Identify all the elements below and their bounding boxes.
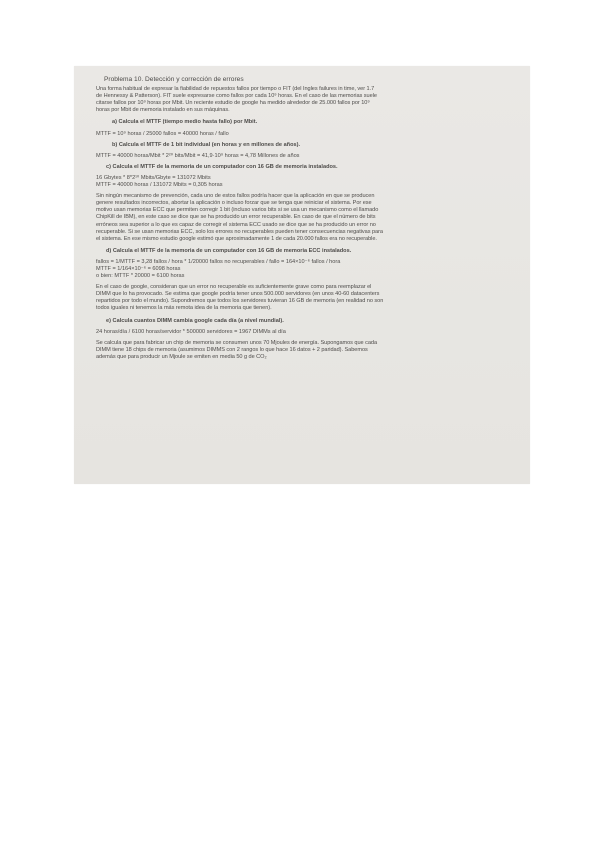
text-line: DIMM tiene 18 chips de memoria (asumimos DIMMS con 2 rangos lo que hace 16 datos + 2 paridad). Sabemos <box>96 346 368 353</box>
text-line: horas por Mbit de memoria instalado en sus máquinas. <box>96 107 230 114</box>
text-line: Se calcula que para fabricar un chip de memoria se consumen unos 70 Mjoules de energía. Supongamos que cada <box>96 339 378 346</box>
intro-paragraph <box>96 86 516 114</box>
question-e: e) Calcula cuantos DIMM cambia google cada día (a nivel mundial). <box>106 317 284 324</box>
google-paragraph <box>96 284 516 312</box>
question-d: d) Calcula el MTTF de la memoria de un computador con 16 GB de memoria ECC instalados. <box>106 247 352 254</box>
answer-c <box>96 175 516 189</box>
text-line: ChipKill de IBM), en este caso se dice que se ha producido un error recuperable. En caso de que el número de bits <box>96 214 376 221</box>
text-line: el sistema. En ese mismo estudio google estimó que aproximadamente 1 de cada 20.000 fallos era no recuperable. <box>96 235 377 242</box>
text-line: de Hennessy & Patterson). FIT suele expresarse como fallos por cada 10⁹ horas. En el caso de las memorias suele <box>96 93 377 100</box>
text-line: 16 Gbytes * 8*2¹⁰ Mbits/Gbyte = 131072 Mbits <box>96 174 211 181</box>
text-line: MTTF = 40000 horas / 131072 Mbits = 0,305 horas <box>96 182 223 189</box>
text-line: además que para producir un Mjoule se emiten en media 50 g de CO₂ <box>96 353 267 360</box>
answer-b: MTTF = 40000 horas/Mbit * 2²⁰ bits/Mbit = 41,9·10⁹ horas = 4,78 Millones de años <box>96 152 300 159</box>
ecc-paragraph <box>96 193 516 243</box>
answer-e: 24 horas/día / 6100 horas/servidor * 500000 servidores = 1967 DIMMs al día <box>96 328 286 335</box>
text-line: todos iguales ni tenemos la más remota idea de la memoria que tienen). <box>96 305 272 312</box>
answer-d <box>96 259 516 280</box>
scanned-page <box>74 66 530 484</box>
text-line: En el caso de google, consideran que un error no recuperable es suficientemente grave como para reemplazar el <box>96 284 372 291</box>
text-line: DIMM que lo ha provocado. Se estima que google podría tener unos 500.000 servidores (en unos 40-60 datacenters <box>96 291 380 298</box>
text-line: genere resultados incorrectos, abortar la aplicación o incluso forzar que se tenga que reiniciar el sistema. Por ese <box>96 200 372 207</box>
problem-title: Problema 10. Detección y corrección de errores <box>104 76 244 83</box>
energy-paragraph <box>96 340 516 361</box>
text-line: Una forma habitual de expresar la fiabilidad de repuestos fallos por tiempo o FIT (del Ingles failures in time, ver 1.7 <box>96 86 375 93</box>
text-line: recuperable. Si se usan memorias ECC, solo los errores no recuperables pueden tener consecuencias negativas para <box>96 228 383 235</box>
answer-a: MTTF = 10⁹ horas / 25000 fallos = 40000 horas / fallo <box>96 130 229 137</box>
question-b: b) Calcula el MTTF de 1 bit individual (en horas y en millones de años). <box>112 141 301 148</box>
text-line: citarse fallos por 10⁹ horas por Mbit. Un reciente estudio de google ha medido alrededor de 25.000 fallos por 10⁹ <box>96 100 370 107</box>
question-c: c) Calcula el MTTF de la memoria de un computador con 16 GB de memoria instalados. <box>106 163 338 170</box>
text-line: repartidos por todo el mundo). Supondremos que todos los servidores tuvieran 16 GB de memoria (en realidad no son <box>96 298 384 305</box>
text-line: fallos = 1/MTTF = 3,28 fallos / hora * 1/20000 fallos no recuperables / fallo = 164×10⁻⁶ fallos / hora <box>96 258 341 265</box>
text-line: erróneos sea superior a lo que es capaz de corregir el sistema ECC usado se dice que se ha producido un error no <box>96 221 376 228</box>
text-line: Sin ningún mecanismo de prevención, cada uno de estos fallos podría hacer que la aplicación en que se producen <box>96 193 375 200</box>
text-line: MTTF = 1/164×10⁻⁶ = 6098 horas <box>96 265 181 272</box>
question-a: a) Calcula el MTTF (tiempo medio hasta fallo) por Mbit. <box>112 119 258 126</box>
text-line: motivo usan memorias ECC que permiten corregir 1 bit (incluso varios bits si se usa un mecanismo como el llamado <box>96 207 379 214</box>
text-line: o bien: MTTF * 20000 = 6100 horas <box>96 273 185 280</box>
